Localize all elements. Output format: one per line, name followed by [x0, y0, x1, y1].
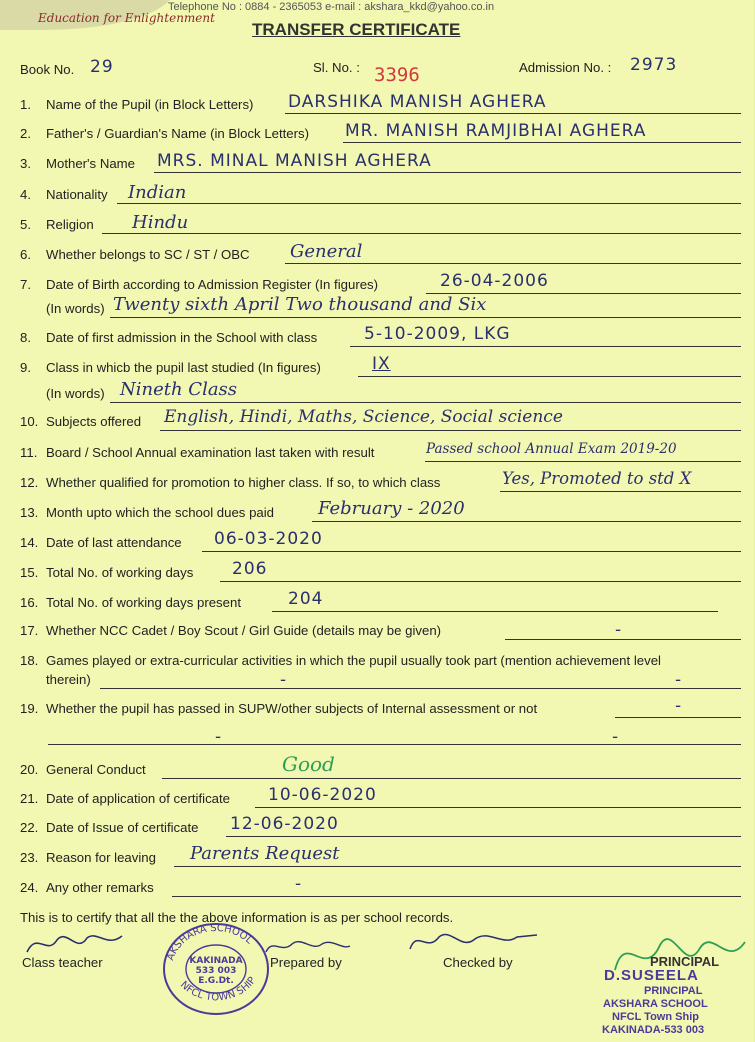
field-23: 23. Reason for leaving [20, 850, 156, 865]
field-7-value: 26-04-2006 [440, 271, 549, 291]
field-9-value: IX [372, 354, 391, 374]
field-9: 9. Class in whicb the pupil last studied (In figures) [20, 360, 321, 375]
field-9-words-value: Nineth Class [120, 379, 238, 400]
field-18-cont: therein) [46, 672, 91, 687]
seal-bottom-text: NFCL TOWN SHIP [177, 975, 259, 1004]
field-15-value: 206 [232, 559, 268, 579]
field-4-value: Indian [128, 182, 187, 203]
field-10: 10. Subjects offered [20, 414, 142, 429]
seal-top-text: AKSHARA SCHOOL [165, 922, 255, 963]
field-6-value: General [290, 241, 363, 262]
field-19: 19. Whether the pupil has passed in SUPW/other subjects of Internal assessment or not [20, 701, 538, 716]
svg-text:Education for Enlightenment: Education for Enlightenment [38, 11, 215, 25]
field-5: 5. Religion [20, 217, 94, 232]
field-15: 15. Total No. of working days [20, 565, 194, 580]
field-13-value: February - 2020 [318, 498, 465, 519]
field-21: 21. Date of application of certificate [20, 791, 230, 806]
admission-no-value: 2973 [630, 55, 678, 75]
field-14: 14. Date of last attendance [20, 535, 182, 550]
checked-by-label: Checked by [443, 955, 513, 970]
field-9-words-label: (In words) [46, 386, 105, 401]
field-24: 24. Any other remarks [20, 880, 154, 895]
principal-name: D.SUSEELA [604, 967, 699, 984]
field-22-value: 12-06-2020 [230, 814, 339, 834]
sl-no-value: 3396 [374, 64, 420, 86]
school-logo [0, 0, 215, 32]
field-4: 4. Nationality [20, 187, 108, 202]
field-10-value: English, Hindi, Maths, Science, Social science [164, 407, 563, 427]
field-6: 6. Whether belongs to SC / ST / OBC [20, 247, 250, 262]
field-1: 1. Name of the Pupil (in Block Letters) [20, 97, 254, 112]
field-2: 2. Father's / Guardian's Name (in Block Letters) [20, 126, 310, 141]
page-title: TRANSFER CERTIFICATE [252, 20, 461, 39]
seal-center-2: 533 003 [195, 966, 237, 976]
field-23-value: Parents Request [190, 843, 340, 864]
field-5-value: Hindu [132, 212, 189, 233]
field-19-value-3: - [612, 727, 620, 747]
field-16: 16. Total No. of working days present [20, 595, 241, 610]
field-14-value: 06-03-2020 [214, 529, 323, 549]
field-20-value: Good [282, 752, 335, 776]
seal-center-1: KAKINADA [189, 956, 243, 966]
field-13: 13. Month upto which the school dues paid [20, 505, 274, 520]
school-name: AKSHARA SCHOOL [603, 998, 708, 1010]
field-19-value: - [675, 696, 683, 716]
field-3: 3. Mother's Name [20, 156, 135, 171]
field-18-value: - [280, 670, 288, 690]
sl-no-label: Sl. No. : [313, 60, 360, 75]
field-22: 22. Date of Issue of certificate [20, 820, 199, 835]
field-16-value: 204 [288, 589, 324, 609]
book-no-label: Book No. [20, 62, 75, 77]
field-7: 7. Date of Birth according to Admission Register (In figures) [20, 277, 379, 292]
school-seal [160, 920, 272, 1018]
field-17: 17. Whether NCC Cadet / Boy Scout / Girl Guide (details may be given) [20, 623, 442, 638]
field-12: 12. Whether qualified for promotion to higher class. If so, to which class [20, 475, 441, 490]
checked-by-signature [405, 925, 545, 957]
seal-center-3: E.G.Dt. [198, 976, 234, 986]
field-2-value: MR. MANISH RAMJIBHAI AGHERA [345, 121, 647, 141]
admission-no-label: Admission No. : [519, 60, 612, 75]
field-3-value: MRS. MINAL MANISH AGHERA [157, 151, 432, 171]
field-11: 11. Board / School Annual examination last taken with result [20, 445, 375, 460]
field-19-value-2: - [215, 727, 223, 747]
certify-statement: This is to certify that all the the above information is as per school records. [20, 910, 454, 925]
field-18-value-2: - [675, 670, 683, 690]
field-18: 18. Games played or extra-curricular activities in which the pupil usually took part (mention achievement level [20, 653, 661, 668]
class-teacher-label: Class teacher [22, 955, 103, 970]
principal-sub: PRINCIPAL [644, 985, 703, 997]
field-21-value: 10-06-2020 [268, 785, 377, 805]
field-20: 20. General Conduct [20, 762, 146, 777]
field-8: 8. Date of first admission in the School with class [20, 330, 318, 345]
field-11-value: Passed school Annual Exam 2019-20 [426, 441, 677, 457]
principal-title: PRINCIPAL [650, 954, 720, 969]
field-7-words-label: (In words) [46, 301, 105, 316]
school-township: NFCL Town Ship [612, 1011, 699, 1023]
field-12-value: Yes, Promoted to std X [502, 469, 692, 488]
school-city: KAKINADA-533 003 [602, 1024, 705, 1036]
prepared-by-label: Prepared by [270, 955, 342, 970]
field-24-value: - [295, 874, 303, 894]
field-8-value: 5-10-2009, LKG [364, 324, 511, 344]
book-no-value: 29 [90, 57, 114, 77]
field-17-value: - [615, 620, 623, 640]
field-1-value: DARSHIKA MANISH AGHERA [288, 92, 547, 112]
contact-line: Telephone No : 0884 - 2365053 e-mail : akshara_kkd@yahoo.co.in [168, 1, 495, 13]
field-7-words-value: Twenty sixth April Two thousand and Six [113, 294, 487, 315]
